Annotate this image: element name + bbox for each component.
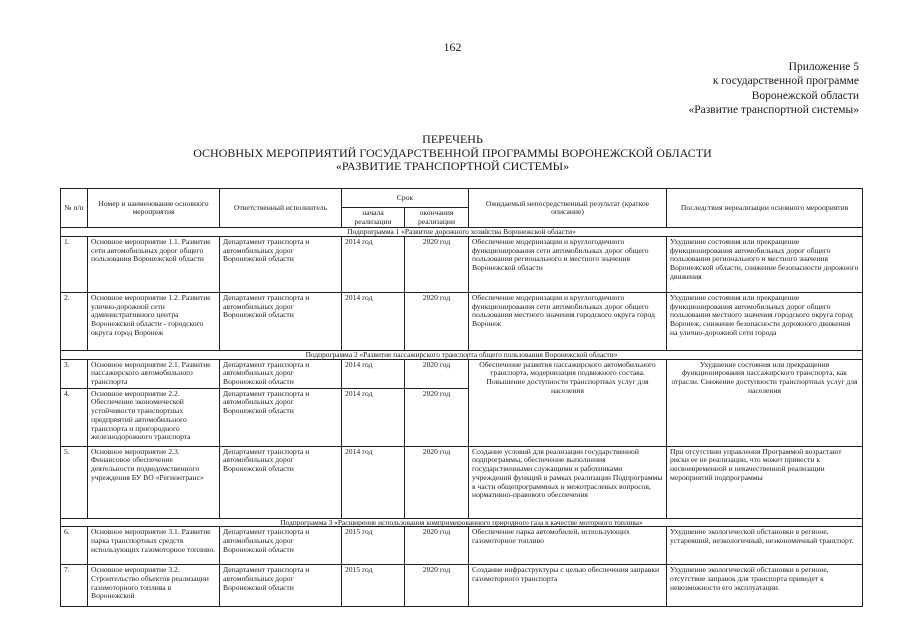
row-executor: Департамент транспорта и автомобильных дорог Воронежской области: [220, 527, 342, 565]
row-start: 2015 год: [342, 527, 405, 565]
appendix-line: Приложение 5: [788, 61, 859, 73]
header-executor: Ответственный исполнитель: [220, 189, 342, 228]
page-number: 162: [443, 40, 462, 54]
title-line: ОСНОВНЫХ МЕРОПРИЯТИЙ ГОСУДАРСТВЕННОЙ ПРОГРАММЫ ВОРОНЕЖСКОЙ ОБЛАСТИ: [193, 145, 712, 160]
row-result-merged: Обеспечение развития пассажирского автомобильного транспорта, модернизация подвижного состава. Повышение доступности транспортных услуг для населения: [469, 359, 667, 446]
table-row: [61, 565, 863, 607]
row-end: 2020 год: [405, 388, 469, 446]
title-line: ПЕРЕЧЕНЬ: [422, 132, 483, 146]
row-consequences: Ухудшение состояния или прекращение функционирования автомобильных дорог общего пользования местного значения городского округа город Воронеж, снижение безопасности дорожного движения на улично-дорожной сети города: [667, 293, 863, 351]
row-result: Обеспечение модернизации и круглогодичного функционирования сети автомобильных дорог общего пользования местного значения городского округа город Воронеж: [469, 293, 667, 351]
table-row: [61, 527, 863, 565]
row-name: Основное мероприятие 3.1. Развитие парка транспортных средств использующих газомоторное топливо.: [88, 527, 220, 565]
header-consequences: Последствия нереализации основного мероприятия: [667, 189, 863, 228]
row-end: 2020 год: [405, 527, 469, 565]
row-name: Основное мероприятие 3.2. Строительство объектов реализации газомоторного топлива в Воронежской: [88, 565, 220, 607]
header-num: № п/п: [61, 189, 88, 228]
row-num: 6.: [61, 527, 88, 565]
table-row: [61, 293, 863, 351]
appendix-line: «Развитие транспортной системы»: [688, 103, 859, 116]
row-consequences: Ухудшение экологической обстановки в регионе, отсутствие заправок для транспорта приведет к невозможности его эксплуатации.: [667, 565, 863, 607]
row-num: 4.: [61, 388, 88, 446]
row-consequences: При отсутствии управления Программой возрастают риски ее не реализации, что может привести к несвоевременной и некачественной реализации мероприятий подпрограммы: [667, 446, 863, 518]
row-consequences: Ухудшение экологической обстановки в регионе, устаревший, неэкологичный, неэкономичный транспорт.: [667, 527, 863, 565]
row-num: 3.: [61, 359, 88, 388]
header-start: начала реализации: [342, 208, 405, 228]
row-start: 2014 год: [342, 293, 405, 351]
header-name: Номер и наименование основного мероприятия: [88, 189, 220, 228]
row-start: 2014 год: [342, 388, 405, 446]
row-name: Основное мероприятие 2.2. Обеспечение экономической устойчивости транспортных предприятий автомобильного транспорта и пригородного железнодорожного транспорта: [88, 388, 220, 446]
appendix-line: Воронежской области: [751, 89, 859, 102]
row-executor: Департамент транспорта и автомобильных дорог Воронежской области: [220, 388, 342, 446]
row-end: 2020 год: [405, 293, 469, 351]
table-row: [61, 237, 863, 293]
row-executor: Департамент транспорта и автомобильных дорог Воронежской области: [220, 359, 342, 388]
subprogram-heading: Подпрограмма 1 «Развитие дорожного хозяйства Воронежской области»: [61, 228, 863, 237]
row-num: 5.: [61, 446, 88, 518]
measures-table: [60, 188, 863, 607]
row-executor: Департамент транспорта и автомобильных дорог Воронежской области: [220, 237, 342, 293]
appendix-header: [688, 60, 859, 117]
row-result: Обеспечение модернизации и круглогодичного функционирования сети автомобильных дорог общего пользования регионального и местного значения Воронежской области: [469, 237, 667, 293]
row-start: 2014 год: [342, 359, 405, 388]
row-name: Основное мероприятие 2.3. Финансовое обеспечение деятельности подведомственного учреждения БУ ВО «Регионтранс»: [88, 446, 220, 518]
appendix-line: к государственной программе: [712, 75, 859, 88]
row-executor: Департамент транспорта и автомобильных дорог Воронежской области: [220, 446, 342, 518]
title-line: «РАЗВИТИЕ ТРАНСПОРТНОЙ СИСТЕМЫ»: [335, 159, 570, 173]
header-end: окончания реализации: [405, 208, 469, 228]
row-num: 2.: [61, 293, 88, 351]
document-title: [0, 133, 905, 174]
row-num: 1.: [61, 237, 88, 293]
table-row: [61, 446, 863, 518]
row-result: Создание инфраструктуры с целью обеспечения заправки газомоторного транспорта: [469, 565, 667, 607]
table-row: [61, 359, 863, 388]
row-executor: Департамент транспорта и автомобильных дорог Воронежской области: [220, 293, 342, 351]
subprogram-heading: Подпрограмма 2 «Развитие пассажирского транспорта общего пользования Воронежской области»: [61, 351, 863, 360]
row-executor: Департамент транспорта и автомобильных дорог Воронежской области: [220, 565, 342, 607]
row-num: 7.: [61, 565, 88, 607]
row-start: 2014 год: [342, 237, 405, 293]
row-consequences: Ухудшение состояния или прекращение функционирования автомобильных дорог общего пользования регионального и местного значения Воронежской области, снижение безопасности дорожного движения: [667, 237, 863, 293]
row-name: Основное мероприятие 1.1. Развитие сети автомобильных дорог общего пользования Воронежской области: [88, 237, 220, 293]
row-start: 2015 год: [342, 565, 405, 607]
row-end: 2020 год: [405, 565, 469, 607]
row-name: Основное мероприятие 1.2. Развитие улично-дорожной сети административного центра Воронежской области - городского округа город Воронеж: [88, 293, 220, 351]
row-end: 2020 год: [405, 446, 469, 518]
subprogram-heading: Подпрограмма 3 «Расширение использования компримированного природного газа в качестве моторного топлива»: [61, 518, 863, 527]
row-end: 2020 год: [405, 237, 469, 293]
header-result: Ожидаемый непосредственный результат (краткое описание): [469, 189, 667, 228]
row-consequences-merged: Ухудшение состояния или прекращения функционирования пассажирского транспорта, как отрасли. Снижение доступности транспортных услуг для населения: [667, 359, 863, 446]
row-result: Обеспечение парка автомобилей, использующих газомоторное топливо: [469, 527, 667, 565]
row-start: 2014 год: [342, 446, 405, 518]
header-term: Срок: [342, 189, 469, 208]
row-name: Основное мероприятие 2.1. Развитие пассажирского автомобильного транспорта: [88, 359, 220, 388]
row-result: Создание условий для реализации государственной подпрограммы, обеспечение выполнения государственными служащими и работниками учреждений функций в рамках реализации Подпрограммы в части общепрограммных и межотраслевых вопросов, нормативно-правового обеспечения: [469, 446, 667, 518]
row-end: 2020 год: [405, 359, 469, 388]
